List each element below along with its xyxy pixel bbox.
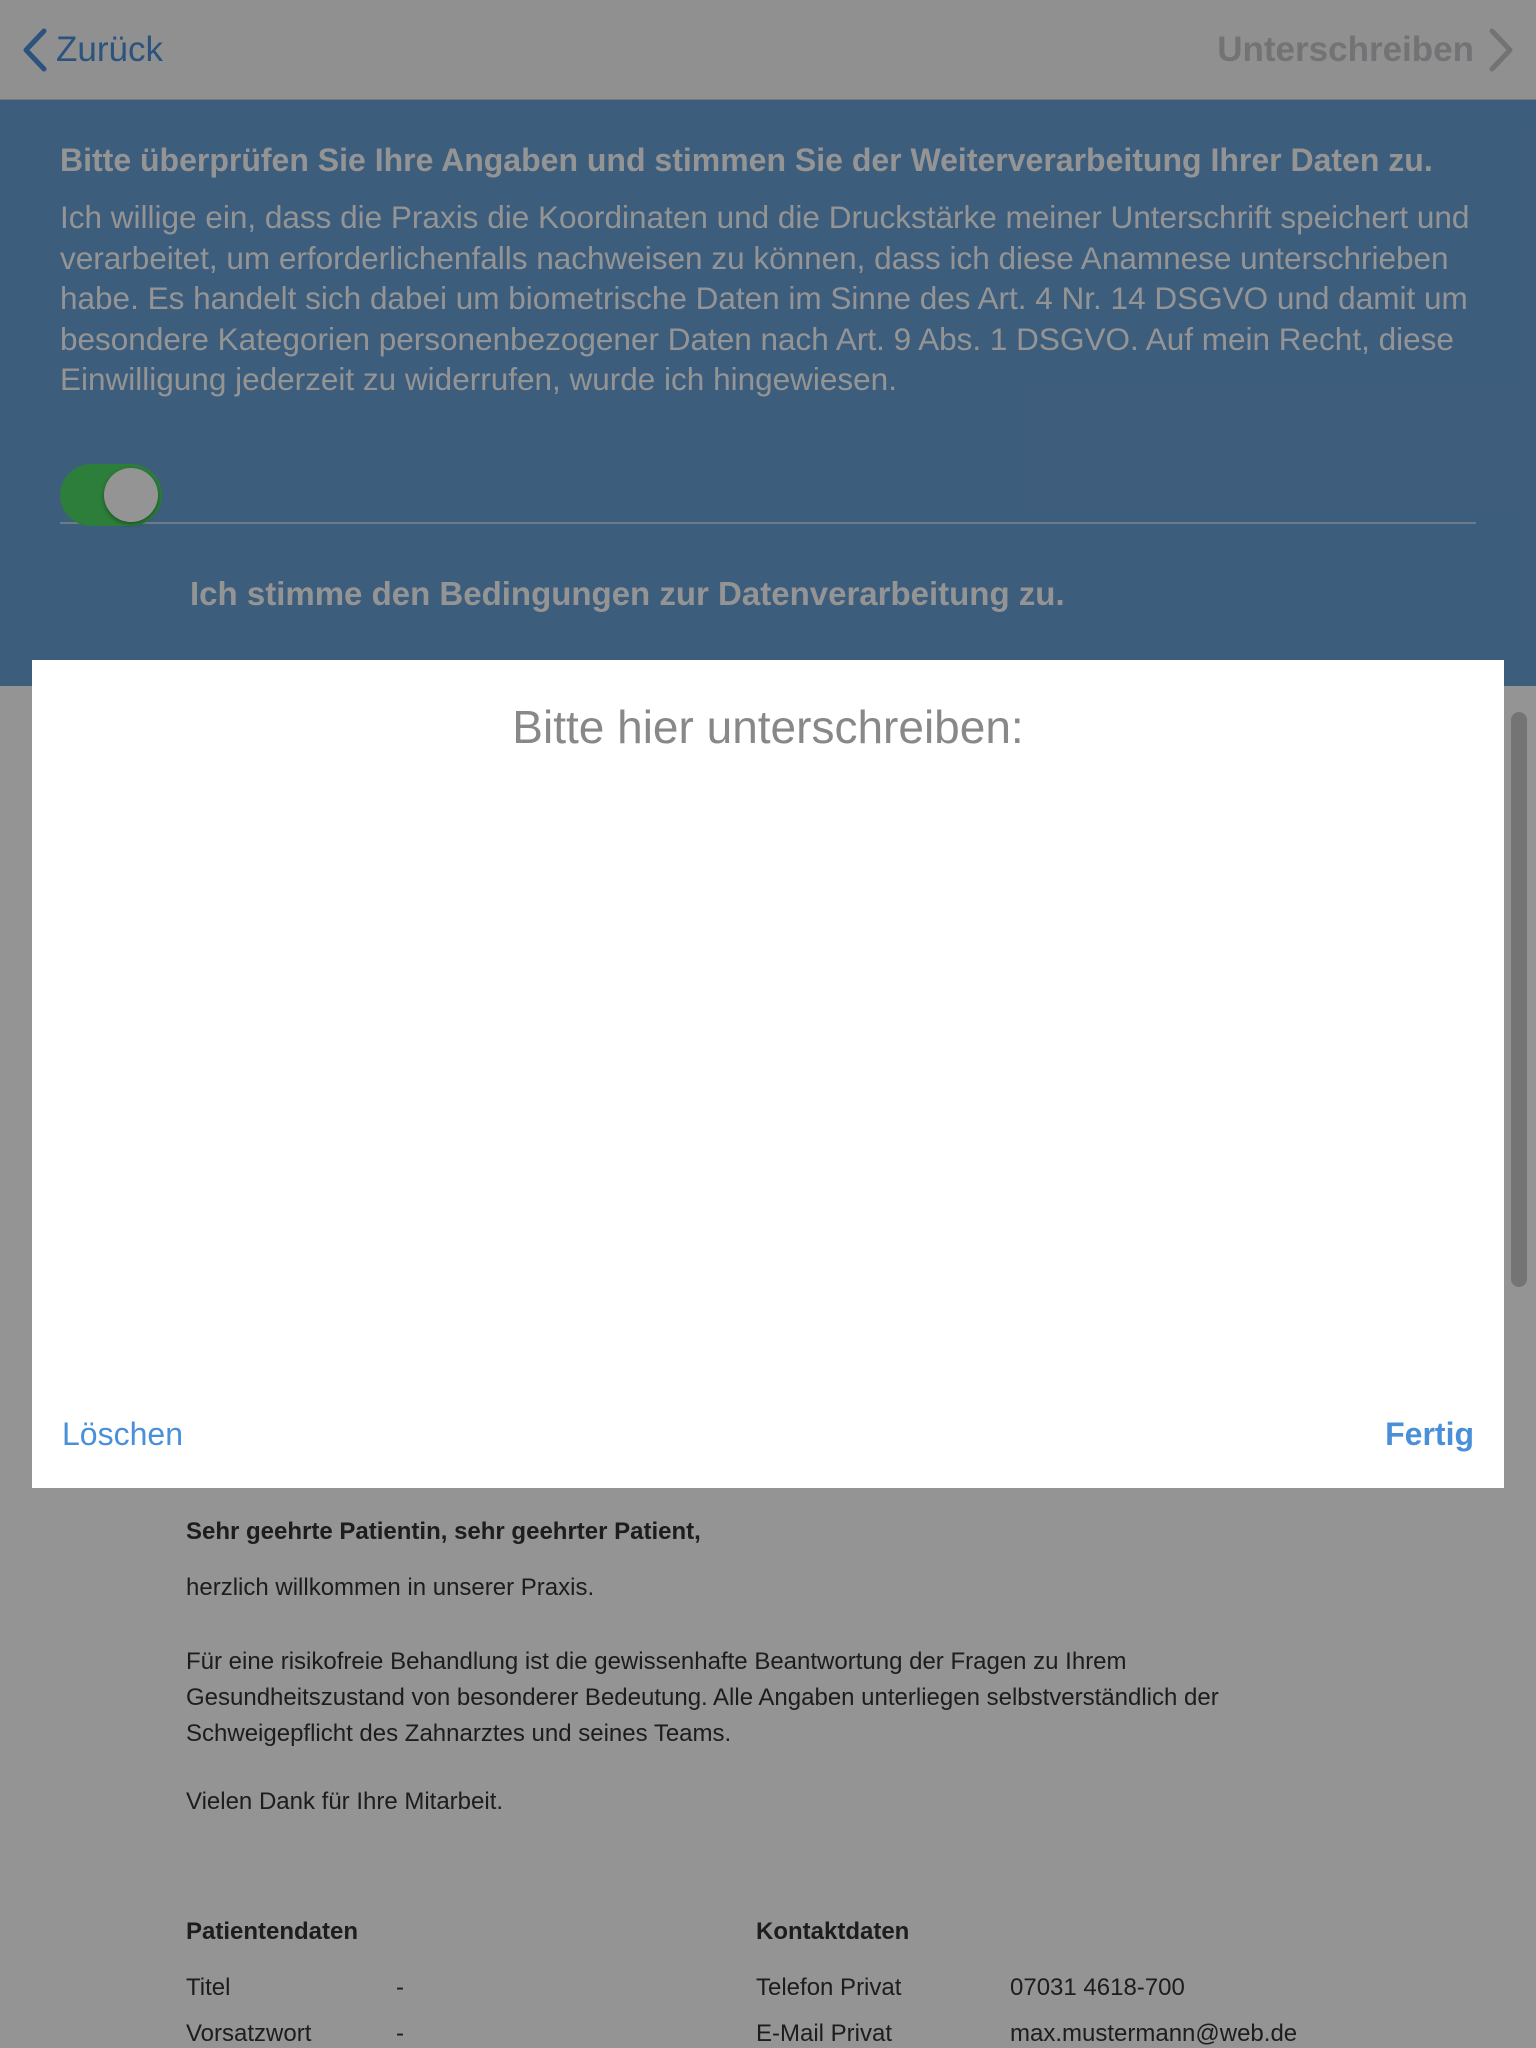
document-greeting: Sehr geehrte Patientin, sehr geehrter Patient, xyxy=(186,1518,701,1545)
signature-modal xyxy=(32,660,1504,1488)
patient-row-value: - xyxy=(396,2020,404,2047)
patient-row-label: Titel xyxy=(186,1974,231,2001)
consent-toggle-label: Ich stimme den Bedingungen zur Datenverarbeitung zu. xyxy=(190,575,1065,612)
document-thanks: Vielen Dank für Ihre Mitarbeit. xyxy=(186,1788,504,1815)
document-welcome: herzlich willkommen in unserer Praxis. xyxy=(186,1574,595,1601)
consent-heading: Bitte überprüfen Sie Ihre Angaben und stimmen Sie der Weiterverarbeitung Ihrer Daten zu. xyxy=(60,142,1433,178)
contact-row-value: 07031 4618-700 xyxy=(1010,1974,1185,2001)
contact-row-value: max.mustermann@web.de xyxy=(1010,2020,1298,2047)
patient-row-label: Vorsatzwort xyxy=(186,2020,312,2047)
contact-data-heading: Kontaktdaten xyxy=(756,1918,910,1945)
done-button[interactable]: Fertig xyxy=(1385,1416,1474,1452)
document-paragraph: Für eine risikofreie Behandlung ist die gewissenhafte Beantwortung der Fragen zu Ihrem Gesundheitszustand von besonderer Bedeutung. Alle Angaben unterliegen selbstverständlich der Schweigepflicht des Zahnarztes und seines Teams. xyxy=(186,1648,1219,1747)
contact-row-label: Telefon Privat xyxy=(756,1974,902,2001)
patient-data-heading: Patientendaten xyxy=(186,1918,359,1945)
contact-row-label: E-Mail Privat xyxy=(756,2020,893,2047)
signature-title: Bitte hier unterschreiben: xyxy=(512,701,1024,753)
sign-label: Unterschreiben xyxy=(1217,30,1474,69)
consent-text: Ich willige ein, dass die Praxis die Koordinaten und die Druckstärke meiner Unterschrift speichert und verarbeitet, um erforderlichenfalls nachweisen zu können, dass ich diese Anamnese unterschrieben habe. Es handelt sich dabei um biometrische Daten im Sinne des Art. 4 Nr. 14 DSGVO und damit um besondere Kategorien personenbezogener Daten nach Art. 9 Abs. 1 DSGVO. Auf mein Recht, diese Einwilligung jederzeit zu widerrufen, wurde ich hingewiesen. xyxy=(60,199,1470,397)
back-label: Zurück xyxy=(56,30,163,69)
signature-pad[interactable] xyxy=(62,790,1474,1350)
patient-row-value: - xyxy=(396,1974,404,2001)
clear-button[interactable]: Löschen xyxy=(62,1416,183,1452)
